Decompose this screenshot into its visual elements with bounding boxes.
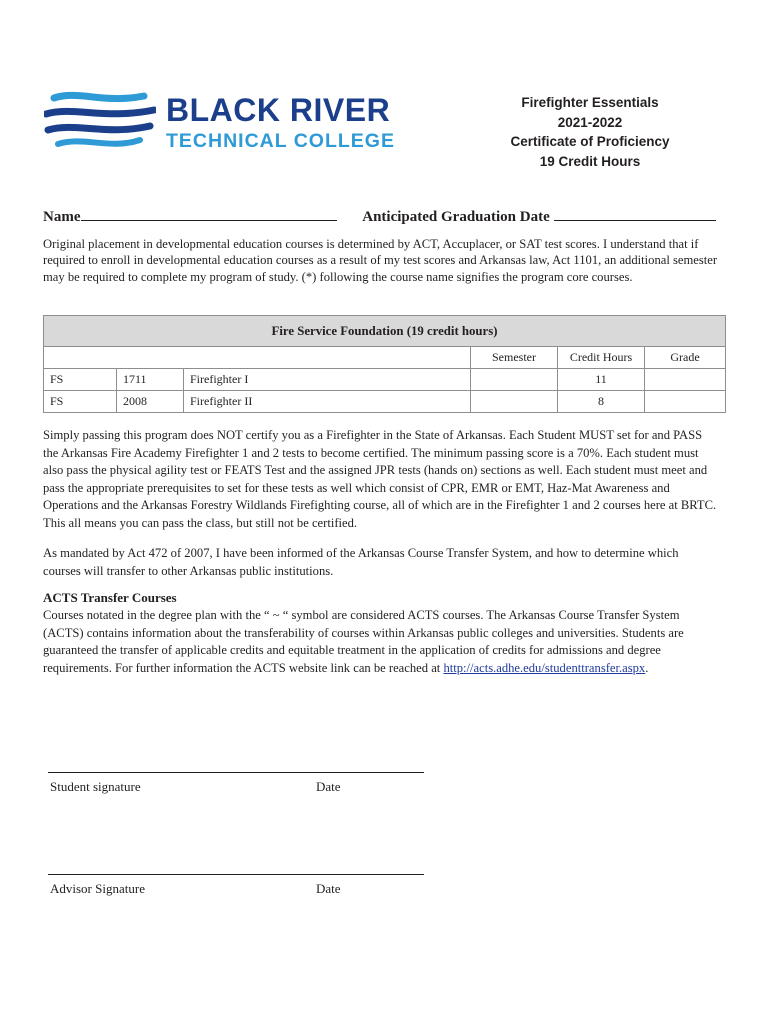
graduation-date-field[interactable]: [554, 206, 716, 221]
course-grade[interactable]: [645, 391, 726, 413]
program-title: Firefighter Essentials: [521, 95, 659, 110]
act-paragraph: As mandated by Act 472 of 2007, I have been informed of the Arkansas Course Transfer System, and how to determine which courses will transfer to other Arkansas public institutions.: [43, 546, 679, 578]
certification-paragraph: Simply passing this program does NOT certify you as a Firefighter in the State of Arkansas. Each Student MUST set for and PASS the Arkansas Fire Academy Firefighter 1 and 2 tests to become certified. The minimum passing score is a 70%. Each student must also pass the physical agility test or FEATS Test and the assigned JPR tests (hands on) sections as well. Each student must meet and pass the appropriate prerequisites to set for these tests as well which consist of CPR, EMR or EMT, Haz-Mat Awareness and Operations and the Arkansas Forestry Wildlands Firefighting course, all of which are in the Firefighter 1 and 2 courses here at BRTC. This all means you can pass the class, but still not be certified.: [43, 428, 717, 530]
student-signature-line[interactable]: [48, 772, 424, 773]
acts-body: Courses notated in the degree plan with the “ ~ “ symbol are considered ACTS courses. The Arkansas Course Transfer System (ACTS) contains information about the transferability of courses within Arkansas public colleges and universities. Students are guaranteed the transfer of applicable credits and equitable treatment in the application of credits for admissions and degree requirements. For further information the ACTS website link can be reached at: [43, 608, 684, 675]
name-graduation-row: [43, 206, 733, 226]
program-header: [470, 93, 710, 171]
table-row: [44, 391, 726, 413]
acts-title: ACTS Transfer Courses: [43, 590, 177, 605]
course-number: 1711: [117, 369, 184, 391]
logo-name-line1: BLACK RIVER: [166, 92, 391, 128]
semester-header: Semester: [471, 347, 558, 369]
course-credits: 11: [558, 369, 645, 391]
program-hours: 19 Credit Hours: [539, 153, 641, 169]
table-title: Fire Service Foundation (19 credit hours): [44, 316, 726, 347]
student-date-label: Date: [316, 779, 341, 794]
table-row: [44, 369, 726, 391]
course-prefix: FS: [44, 391, 117, 413]
acts-link[interactable]: http://acts.adhe.edu/studenttransfer.aspx: [443, 660, 646, 675]
acts-link-suffix: .: [645, 660, 649, 675]
course-semester[interactable]: [471, 391, 558, 413]
name-label: Name: [43, 209, 81, 225]
course-grade[interactable]: [645, 369, 726, 391]
program-year: 2021-2022: [557, 114, 623, 130]
grade-header: Grade: [645, 347, 726, 369]
program-award: Certificate of Proficiency: [510, 134, 670, 149]
college-logo: [44, 88, 414, 158]
advisor-signature-label: Advisor Signature: [50, 881, 145, 896]
placement-paragraph: Original placement in developmental education courses is determined by ACT, Accuplacer, or SAT test scores. I understand that if required to enroll in developmental education courses as a result of my test scores and Arkansas law, Act 1101, an additional semester may be required to complete my program of study. (*) following the course name signifies the program core courses.: [43, 237, 718, 284]
course-credits: 8: [558, 391, 645, 413]
graduation-label: Anticipated Graduation Date: [362, 209, 550, 225]
course-name: Firefighter II: [184, 391, 471, 413]
credit-hours-header: Credit Hours: [558, 347, 645, 369]
course-table: [43, 315, 726, 413]
advisor-signature-line[interactable]: [48, 874, 424, 875]
name-field[interactable]: [81, 206, 337, 221]
acts-paragraph: [43, 607, 719, 677]
logo-name-line2: TECHNICAL COLLEGE: [166, 130, 395, 152]
wave-logo-icon: [44, 90, 156, 152]
table-header-row: [44, 347, 726, 369]
advisor-date-label: Date: [316, 881, 341, 896]
course-semester[interactable]: [471, 369, 558, 391]
course-number: 2008: [117, 391, 184, 413]
course-prefix: FS: [44, 369, 117, 391]
course-name: Firefighter I: [184, 369, 471, 391]
student-signature-label: Student signature: [50, 779, 141, 794]
